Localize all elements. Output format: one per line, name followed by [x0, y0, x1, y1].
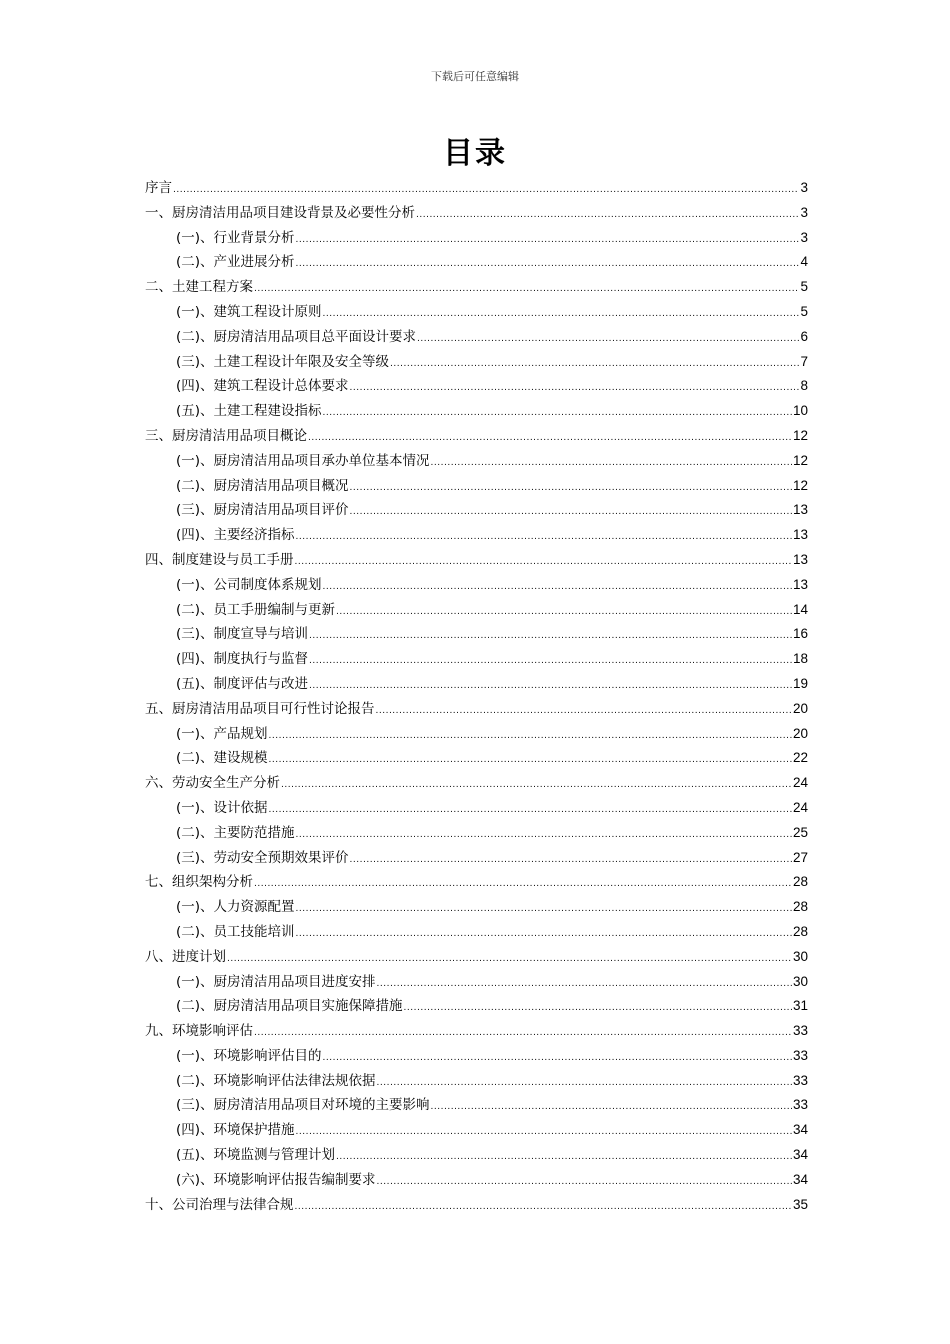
toc-entry[interactable] — [145, 1069, 808, 1094]
toc-entry[interactable] — [145, 498, 808, 523]
toc-entry-page-number: 24 — [792, 799, 808, 815]
toc-entry-page-number: 5 — [800, 303, 808, 319]
toc-entry-page-number: 5 — [800, 279, 808, 295]
toc-entry-label: 三、厨房清洁用品项目概论 — [145, 427, 307, 444]
toc-leader-dots — [323, 1053, 792, 1063]
toc-entry-page-number: 30 — [792, 948, 808, 964]
toc-entry-page-number: 34 — [792, 1122, 808, 1138]
page-title: 目录 — [443, 136, 507, 171]
toc-entry-label: (二)、产业进展分析 — [176, 254, 295, 271]
toc-entry[interactable] — [145, 1093, 808, 1118]
toc-entry[interactable] — [145, 870, 808, 895]
toc-entry[interactable] — [145, 226, 808, 251]
toc-entry-label: (二)、厨房清洁用品项目概况 — [176, 477, 349, 494]
toc-leader-dots — [336, 607, 792, 617]
toc-leader-dots — [296, 259, 800, 269]
toc-entry-page-number: 6 — [800, 328, 808, 344]
toc-leader-dots — [323, 309, 800, 319]
toc-leader-dots — [417, 334, 799, 344]
toc-leader-dots — [404, 1003, 792, 1013]
toc-entry-page-number: 34 — [792, 1147, 808, 1163]
toc-entry[interactable] — [145, 771, 808, 796]
toc-entry[interactable] — [145, 1044, 808, 1069]
toc-leader-dots — [377, 1078, 792, 1088]
toc-entry-label: (四)、建筑工程设计总体要求 — [176, 378, 349, 395]
toc-leader-dots — [254, 284, 799, 294]
toc-entry-label: (二)、环境影响评估法律法规依据 — [176, 1072, 376, 1089]
toc-entry-page-number: 34 — [792, 1171, 808, 1187]
toc-leader-dots — [254, 879, 792, 889]
toc-entry-label: (五)、制度评估与改进 — [176, 675, 309, 692]
toc-leader-dots — [350, 855, 792, 865]
toc-entry-page-number: 24 — [792, 775, 808, 791]
toc-leader-dots — [336, 1152, 792, 1162]
toc-entry-page-number: 16 — [792, 626, 808, 642]
toc-entry-page-number: 22 — [792, 750, 808, 766]
toc-leader-dots — [173, 185, 799, 195]
toc-entry-page-number: 13 — [792, 576, 808, 592]
toc-leader-dots — [296, 904, 792, 914]
toc-entry-label: (一)、厨房清洁用品项目承办单位基本情况 — [176, 452, 430, 469]
toc-entry-page-number: 33 — [792, 1023, 808, 1039]
toc-entry-label: (二)、建设规模 — [176, 750, 268, 767]
toc-entry[interactable] — [145, 1143, 808, 1168]
toc-entry-label: 十、公司治理与法律合规 — [145, 1196, 294, 1213]
toc-entry[interactable] — [145, 994, 808, 1019]
toc-entry-page-number: 20 — [792, 700, 808, 716]
toc-entry[interactable] — [145, 647, 808, 672]
toc-entry-page-number: 33 — [792, 1072, 808, 1088]
toc-leader-dots — [377, 979, 792, 989]
toc-entry-page-number: 31 — [792, 998, 808, 1014]
toc-entry-page-number: 13 — [792, 527, 808, 543]
toc-entry[interactable] — [145, 746, 808, 771]
toc-leader-dots — [309, 656, 792, 666]
toc-entry-page-number: 8 — [800, 378, 808, 394]
toc-leader-dots — [308, 433, 792, 443]
toc-leader-dots — [390, 359, 799, 369]
table-of-contents — [145, 176, 808, 1217]
toc-entry-label: (三)、制度宣导与培训 — [176, 626, 309, 643]
toc-entry[interactable] — [145, 1193, 808, 1218]
toc-leader-dots — [376, 706, 792, 716]
toc-entry-page-number: 18 — [792, 651, 808, 667]
toc-entry-page-number: 28 — [792, 899, 808, 915]
toc-leader-dots — [431, 458, 792, 468]
toc-leader-dots — [281, 780, 792, 790]
toc-entry[interactable] — [145, 275, 808, 300]
toc-entry[interactable] — [145, 573, 808, 598]
toc-entry[interactable] — [145, 374, 808, 399]
toc-entry-label: (二)、主要防范措施 — [176, 824, 295, 841]
toc-entry-label: (二)、员工手册编制与更新 — [176, 601, 336, 618]
toc-entry-page-number: 30 — [792, 973, 808, 989]
toc-entry-label: (一)、公司制度体系规划 — [176, 576, 322, 593]
toc-entry-label: (一)、产品规划 — [176, 725, 268, 742]
toc-leader-dots — [350, 507, 792, 517]
toc-entry[interactable] — [145, 325, 808, 350]
toc-entry-label: (四)、环境保护措施 — [176, 1122, 295, 1139]
toc-entry-label: (一)、环境影响评估目的 — [176, 1047, 322, 1064]
toc-entry[interactable] — [145, 201, 808, 226]
toc-entry-page-number: 19 — [792, 675, 808, 691]
toc-leader-dots — [296, 929, 792, 939]
toc-entry-label: (三)、厨房清洁用品项目对环境的主要影响 — [176, 1097, 430, 1114]
toc-leader-dots — [269, 805, 792, 815]
toc-entry-label: 九、环境影响评估 — [145, 1023, 253, 1040]
toc-entry-page-number: 25 — [792, 824, 808, 840]
toc-entry[interactable] — [145, 474, 808, 499]
toc-entry-page-number: 27 — [792, 849, 808, 865]
toc-leader-dots — [350, 483, 792, 493]
toc-entry-label: (一)、建筑工程设计原则 — [176, 303, 322, 320]
toc-entry-page-number: 12 — [792, 477, 808, 493]
toc-entry-label: (六)、环境影响评估报告编制要求 — [176, 1171, 376, 1188]
toc-leader-dots — [254, 1028, 792, 1038]
toc-leader-dots — [296, 532, 792, 542]
toc-entry[interactable] — [145, 846, 808, 871]
toc-entry-label: (四)、主要经济指标 — [176, 527, 295, 544]
toc-entry-label: (一)、行业背景分析 — [176, 229, 295, 246]
toc-leader-dots — [295, 557, 792, 567]
toc-entry-page-number: 12 — [792, 427, 808, 443]
toc-entry-label: 四、制度建设与员工手册 — [145, 551, 294, 568]
toc-entry[interactable] — [145, 970, 808, 995]
toc-entry-label: (四)、制度执行与监督 — [176, 651, 309, 668]
toc-entry[interactable] — [145, 796, 808, 821]
toc-entry-page-number: 28 — [792, 923, 808, 939]
toc-entry[interactable] — [145, 1168, 808, 1193]
toc-entry-page-number: 35 — [792, 1196, 808, 1212]
toc-entry[interactable] — [145, 1019, 808, 1044]
toc-entry[interactable] — [145, 895, 808, 920]
toc-entry[interactable] — [145, 548, 808, 573]
toc-leader-dots — [269, 755, 792, 765]
toc-entry[interactable] — [145, 945, 808, 970]
toc-leader-dots — [296, 1127, 792, 1137]
toc-entry[interactable] — [145, 449, 808, 474]
toc-entry-page-number: 7 — [800, 353, 808, 369]
toc-entry-label: (三)、厨房清洁用品项目评价 — [176, 502, 349, 519]
toc-leader-dots — [309, 681, 792, 691]
toc-entry-label: (三)、劳动安全预期效果评价 — [176, 849, 349, 866]
toc-leader-dots — [350, 383, 800, 393]
toc-entry-page-number: 20 — [792, 725, 808, 741]
toc-entry-label: 一、厨房清洁用品项目建设背景及必要性分析 — [145, 204, 415, 221]
toc-entry-label: 七、组织架构分析 — [145, 874, 253, 891]
toc-leader-dots — [416, 210, 799, 220]
toc-entry-label: (一)、厨房清洁用品项目进度安排 — [176, 973, 376, 990]
toc-leader-dots — [309, 631, 792, 641]
toc-leader-dots — [323, 408, 792, 418]
toc-entry[interactable] — [145, 622, 808, 647]
toc-entry-label: (二)、厨房清洁用品项目实施保障措施 — [176, 998, 403, 1015]
toc-leader-dots — [296, 235, 800, 245]
toc-entry-page-number: 3 — [800, 204, 808, 220]
toc-entry-page-number: 33 — [792, 1047, 808, 1063]
toc-entry-page-number: 28 — [792, 874, 808, 890]
toc-entry-page-number: 3 — [800, 229, 808, 245]
toc-entry-label: (二)、厨房清洁用品项目总平面设计要求 — [176, 328, 417, 345]
toc-entry[interactable] — [145, 672, 808, 697]
toc-entry-label: (一)、设计依据 — [176, 799, 268, 816]
toc-entry-label: 六、劳动安全生产分析 — [145, 775, 280, 792]
toc-entry[interactable] — [145, 350, 808, 375]
toc-entry-page-number: 10 — [792, 403, 808, 419]
toc-entry-page-number: 33 — [792, 1097, 808, 1113]
toc-leader-dots — [377, 1177, 792, 1187]
toc-entry[interactable] — [145, 920, 808, 945]
toc-leader-dots — [296, 830, 792, 840]
toc-leader-dots — [323, 582, 792, 592]
toc-entry-label: (五)、环境监测与管理计划 — [176, 1147, 336, 1164]
toc-leader-dots — [431, 1102, 792, 1112]
toc-entry[interactable] — [145, 424, 808, 449]
toc-entry-label: 八、进度计划 — [145, 948, 226, 965]
toc-entry-page-number: 3 — [800, 180, 808, 195]
toc-entry-label: 二、土建工程方案 — [145, 279, 253, 296]
toc-entry[interactable] — [145, 1118, 808, 1143]
toc-entry-page-number: 13 — [792, 502, 808, 518]
toc-entry[interactable] — [145, 697, 808, 722]
toc-entry-page-number: 12 — [792, 452, 808, 468]
toc-entry[interactable] — [145, 722, 808, 747]
toc-entry-label: (一)、人力资源配置 — [176, 899, 295, 916]
toc-leader-dots — [295, 1202, 792, 1212]
toc-entry-page-number: 4 — [800, 254, 808, 270]
toc-entry-page-number: 14 — [792, 601, 808, 617]
toc-entry[interactable] — [145, 523, 808, 548]
toc-leader-dots — [269, 731, 792, 741]
toc-entry[interactable] — [145, 821, 808, 846]
toc-entry[interactable] — [145, 598, 808, 623]
toc-leader-dots — [227, 954, 792, 964]
toc-entry-label: (二)、员工技能培训 — [176, 923, 295, 940]
toc-entry[interactable] — [145, 250, 808, 275]
page-header: 下载后可任意编辑 — [431, 70, 519, 83]
toc-entry[interactable] — [145, 300, 808, 325]
toc-entry-page-number: 13 — [792, 551, 808, 567]
toc-entry[interactable] — [145, 399, 808, 424]
toc-entry-label: (五)、土建工程建设指标 — [176, 403, 322, 420]
toc-entry-label: (三)、土建工程设计年限及安全等级 — [176, 353, 390, 370]
toc-entry-label: 五、厨房清洁用品项目可行性讨论报告 — [145, 700, 375, 717]
toc-entry[interactable] — [145, 176, 808, 201]
toc-entry-label: 序言 — [145, 180, 172, 196]
